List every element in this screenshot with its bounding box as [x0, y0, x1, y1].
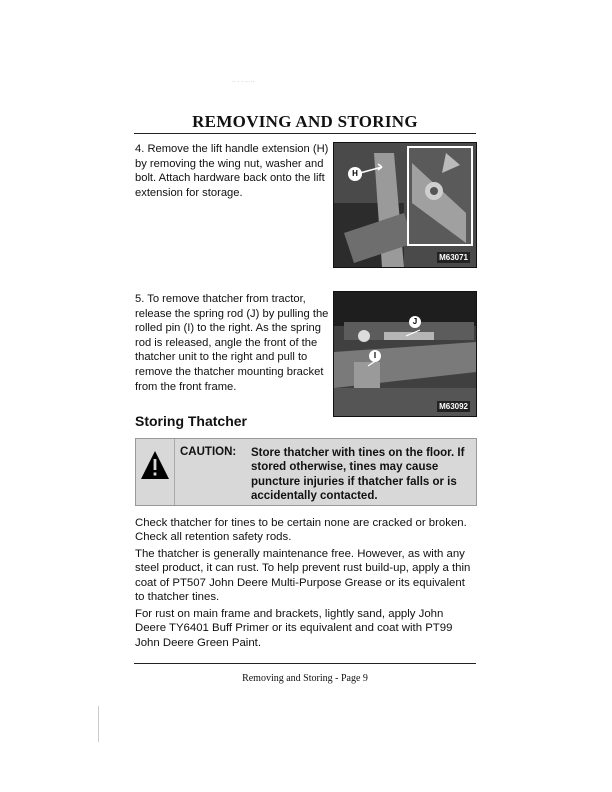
section-heading: Storing Thatcher [135, 413, 248, 429]
photo-id-label: M63071 [439, 253, 468, 262]
footer-rule [134, 663, 476, 664]
step-4-text: 4. Remove the lift handle extension (H) by removing the wing nut, washer and bolt. Attach hardware back onto the lift extension for storage. [135, 143, 329, 199]
callout-i: I [369, 350, 381, 362]
caution-label: CAUTION: [180, 446, 237, 458]
margin-mark [98, 706, 99, 742]
paragraph-rust: For rust on main frame and brackets, lightly sand, apply John Deere TY6401 Buff Primer or its equivalent and coat with PT99 John Deere Green Paint. [135, 608, 453, 649]
page-title: REMOVING AND STORING [192, 112, 418, 131]
warning-triangle-icon [136, 439, 174, 505]
photo-id-label: M63092 [439, 402, 468, 411]
page-footer: Removing and Storing - Page 9 [242, 673, 368, 684]
callout-j: J [409, 316, 421, 328]
paragraph-maintenance: The thatcher is generally maintenance free. However, as with any steel product, it can rust. To help prevent rust build-up, apply a thin coat of PT507 John Deere Multi-Purpose Grease or its equivalent to thatcher tines. [135, 548, 471, 604]
step-4-photo [333, 142, 477, 268]
paragraph-check-tines: Check thatcher for tines to be certain none are cracked or broken. Check all retention safety rods. [135, 517, 467, 544]
caution-icon-cell [136, 439, 175, 505]
step-5-text: 5. To remove thatcher from tractor, release the spring rod (J) by pulling the rolled pin (I) to the right. As the spring rod is released, angle the front of the thatcher unit to the right and pull to remove the thatcher mounting bracket from the front frame. [135, 293, 329, 393]
caution-box [135, 438, 477, 506]
title-rule [134, 133, 476, 134]
scan-artifact: ·· · · ·· ·· [232, 79, 255, 85]
caution-text: Store thatcher with tines on the floor. If stored otherwise, tines may cause puncture injuries if thatcher falls or is accidentally contacted. [251, 447, 465, 503]
step-5-photo [333, 291, 477, 417]
callout-h: H [348, 167, 362, 181]
